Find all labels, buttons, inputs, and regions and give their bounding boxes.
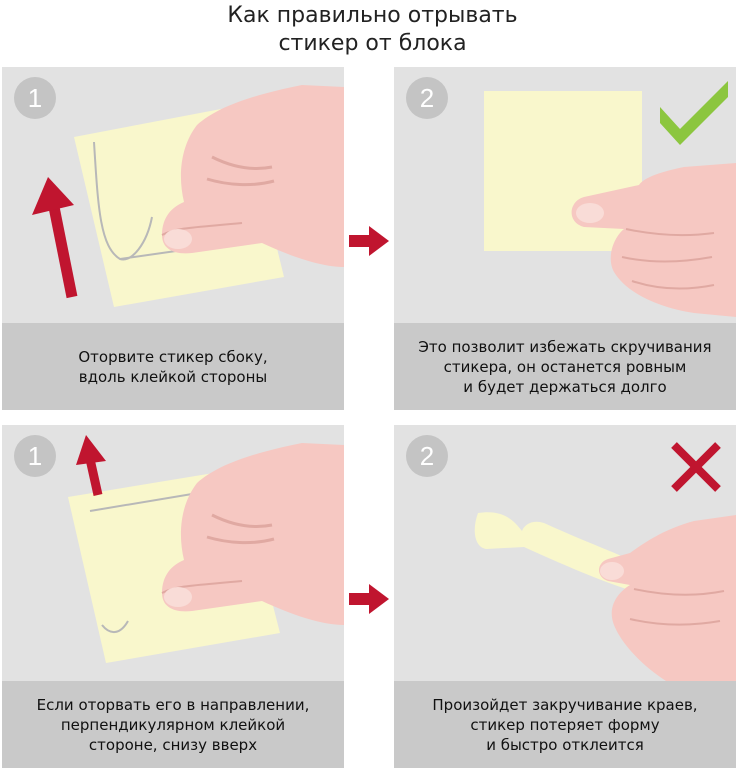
panel-wrong-step-2 [394, 425, 736, 768]
caption-line: стикера, он останется ровным [443, 357, 687, 376]
panel-wrong-step-1 [2, 425, 344, 768]
panel-caption [2, 323, 344, 410]
right-arrow-icon [349, 226, 389, 256]
panel-caption [394, 323, 736, 410]
panel-correct-step-2 [394, 67, 736, 410]
caption-line: Если оторвать его в направлении, [36, 695, 310, 714]
hand-icon [599, 515, 736, 681]
page-title [0, 2, 745, 58]
panel-correct-step-1 [2, 67, 344, 410]
caption-line: стикер потеряет форму [470, 715, 660, 734]
hand-icon [162, 85, 344, 267]
title-line-2: стикер от блока [278, 31, 467, 56]
caption-line: перпендикулярном клейкой [60, 715, 286, 734]
caption-line: и быстро отклеится [486, 735, 644, 754]
hand-icon [162, 443, 344, 625]
checkmark-icon [660, 81, 728, 145]
caption-line: Это позволит избежать скручивания [418, 337, 712, 356]
step-badge: 2 [406, 435, 448, 477]
panel-caption [2, 681, 344, 768]
step-badge: 1 [14, 77, 56, 119]
step-badge: 2 [406, 77, 448, 119]
right-arrow-icon [349, 584, 389, 614]
caption-line: вдоль клейкой стороны [78, 367, 268, 386]
up-arrow-icon [32, 177, 74, 297]
caption-line: и будет держаться долго [463, 377, 667, 396]
cross-icon [674, 445, 718, 489]
panel-caption [394, 681, 736, 768]
caption-line: Произойдет закручивание краев, [432, 695, 698, 714]
caption-line: стороне, снизу вверх [88, 735, 258, 754]
step-badge: 1 [14, 435, 56, 477]
caption-line: Оторвите стикер сбоку, [78, 347, 268, 366]
title-line-1: Как правильно отрывать [227, 3, 518, 28]
up-arrow-icon [76, 435, 106, 495]
